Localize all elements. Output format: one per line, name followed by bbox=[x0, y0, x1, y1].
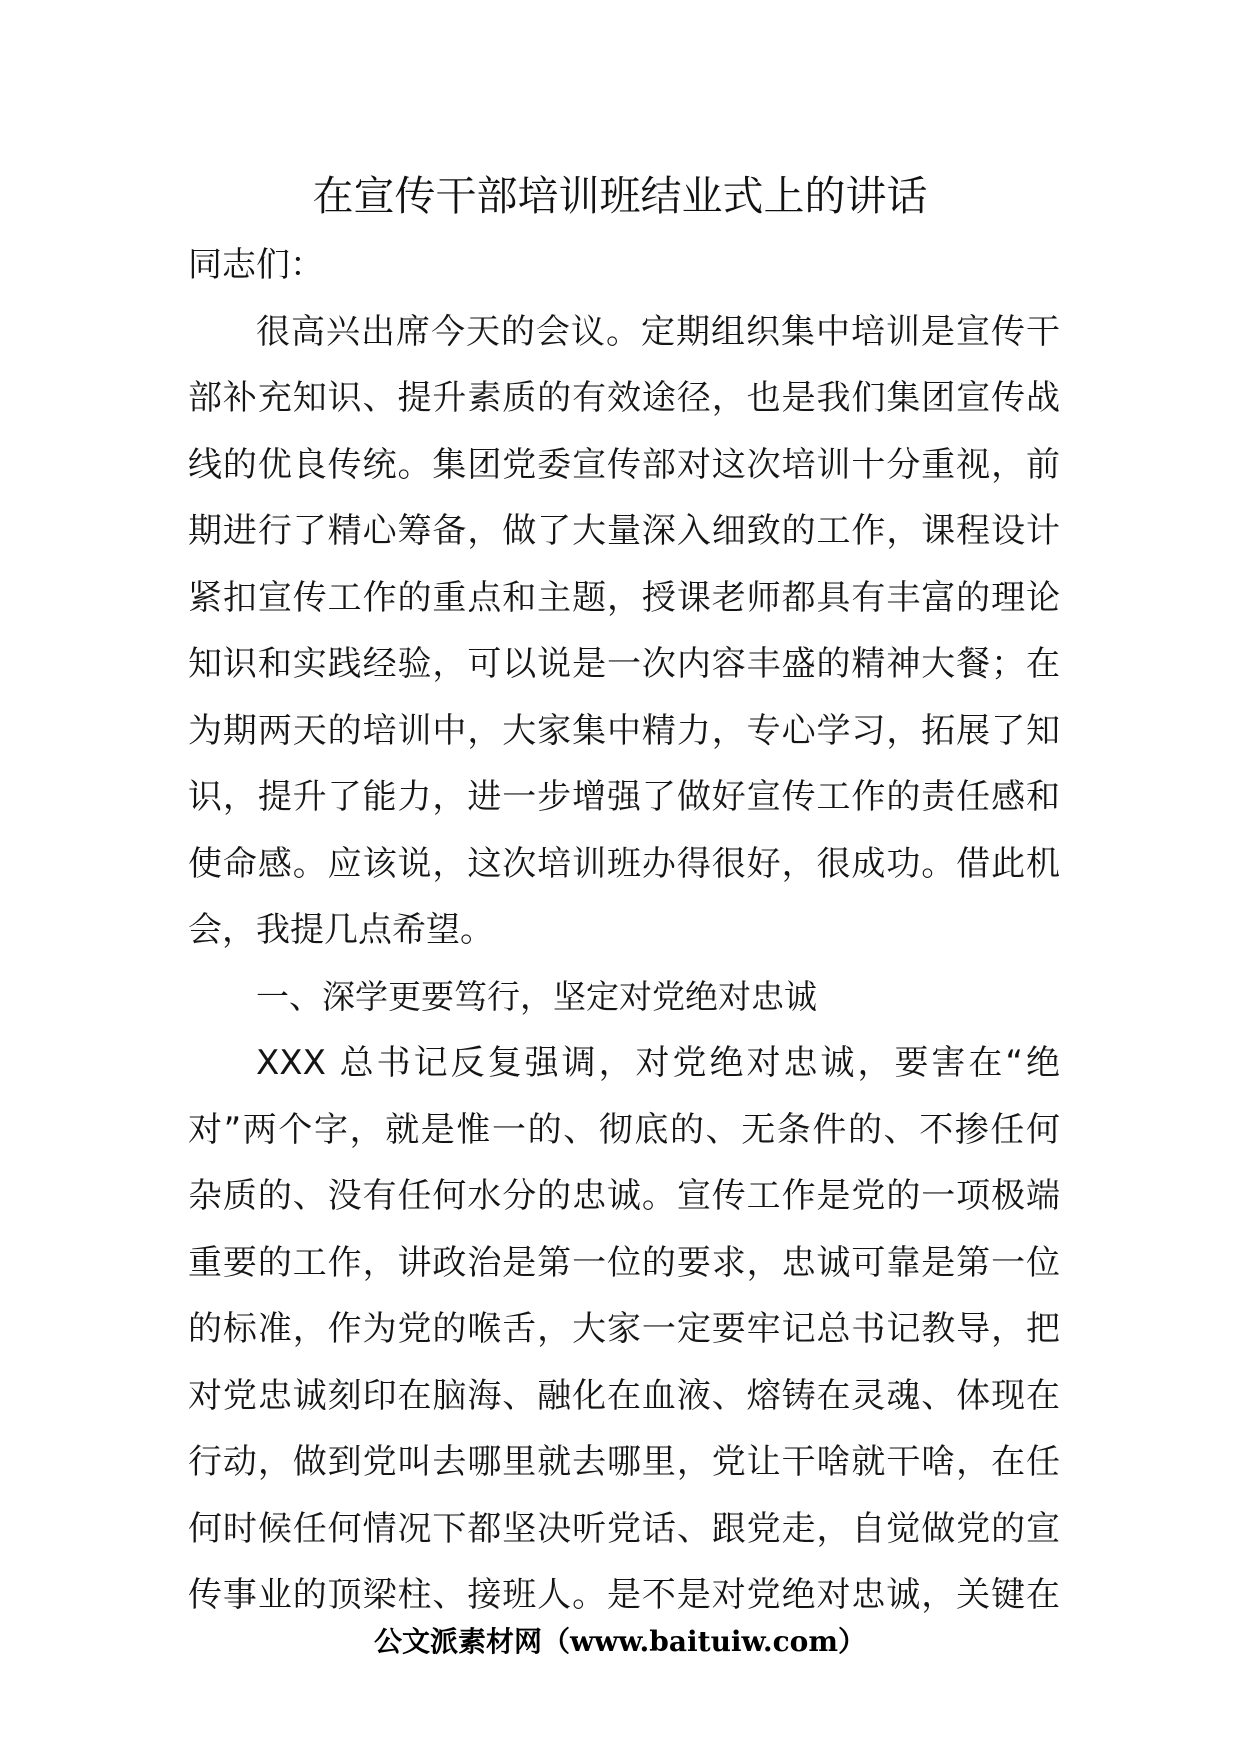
paragraph-line: 线的优良传统。集团党委宣传部对这次培训十分重视，前 bbox=[188, 444, 1060, 485]
paragraph-line: 很高兴出席今天的会议。定期组织集中培训是宣传干 bbox=[256, 311, 1060, 352]
paragraph-line: 会，我提几点希望。 bbox=[188, 910, 494, 950]
paragraph-line: 对”两个字，就是惟一的、彻底的、无条件的、不掺任何 bbox=[188, 1109, 1060, 1150]
paragraph-line: 行动，做到党叫去哪里就去哪里，党让干啥就干啥，在任 bbox=[188, 1442, 1060, 1482]
paragraph-line: 为期两天的培训中，大家集中精力，专心学习，拓展了知 bbox=[188, 710, 1060, 751]
paragraph-line: 何时候任何情况下都坚决听党话、跟党走，自觉做党的宣 bbox=[188, 1508, 1060, 1549]
paragraph-line: 紧扣宣传工作的重点和主题，授课老师都具有丰富的理论 bbox=[188, 577, 1060, 618]
paragraph-line: 对党忠诚刻印在脑海、融化在血液、熔铸在灵魂、体现在 bbox=[188, 1375, 1060, 1416]
paragraph-line: 期进行了精心筹备，做了大量深入细致的工作，课程设计 bbox=[188, 511, 1060, 551]
document-body bbox=[188, 232, 1060, 1629]
paragraph-line: XXX 总书记反复强调，对党绝对忠诚，要害在“绝 bbox=[256, 1043, 1060, 1083]
section-heading: 一、深学更要笃行，坚定对党绝对忠诚 bbox=[256, 976, 817, 1016]
paragraph-line: 的标准，作为党的喉舌，大家一定要牢记总书记教导，把 bbox=[188, 1309, 1060, 1349]
paragraph-line: 重要的工作，讲政治是第一位的要求，忠诚可靠是第一位 bbox=[188, 1242, 1060, 1283]
paragraph-line: 使命感。应该说，这次培训班办得很好，很成功。借此机 bbox=[188, 843, 1060, 884]
salutation: 同志们： bbox=[188, 245, 324, 285]
paragraph-line: 识，提升了能力，进一步增强了做好宣传工作的责任感和 bbox=[188, 777, 1060, 817]
paragraph-line: 杂质的、没有任何水分的忠诚。宣传工作是党的一项极端 bbox=[188, 1176, 1060, 1216]
footer-watermark: 公文派素材网（www.baituiw.com） bbox=[374, 1625, 866, 1658]
paragraph-line: 知识和实践经验，可以说是一次内容丰盛的精神大餐；在 bbox=[188, 644, 1060, 684]
paragraph-line: 部补充知识、提升素质的有效途径，也是我们集团宣传战 bbox=[188, 378, 1060, 418]
paragraph-line: 传事业的顶梁柱、接班人。是不是对党绝对忠诚，关键在 bbox=[188, 1575, 1060, 1615]
document-title: 在宣传干部培训班结业式上的讲话 bbox=[312, 172, 928, 220]
